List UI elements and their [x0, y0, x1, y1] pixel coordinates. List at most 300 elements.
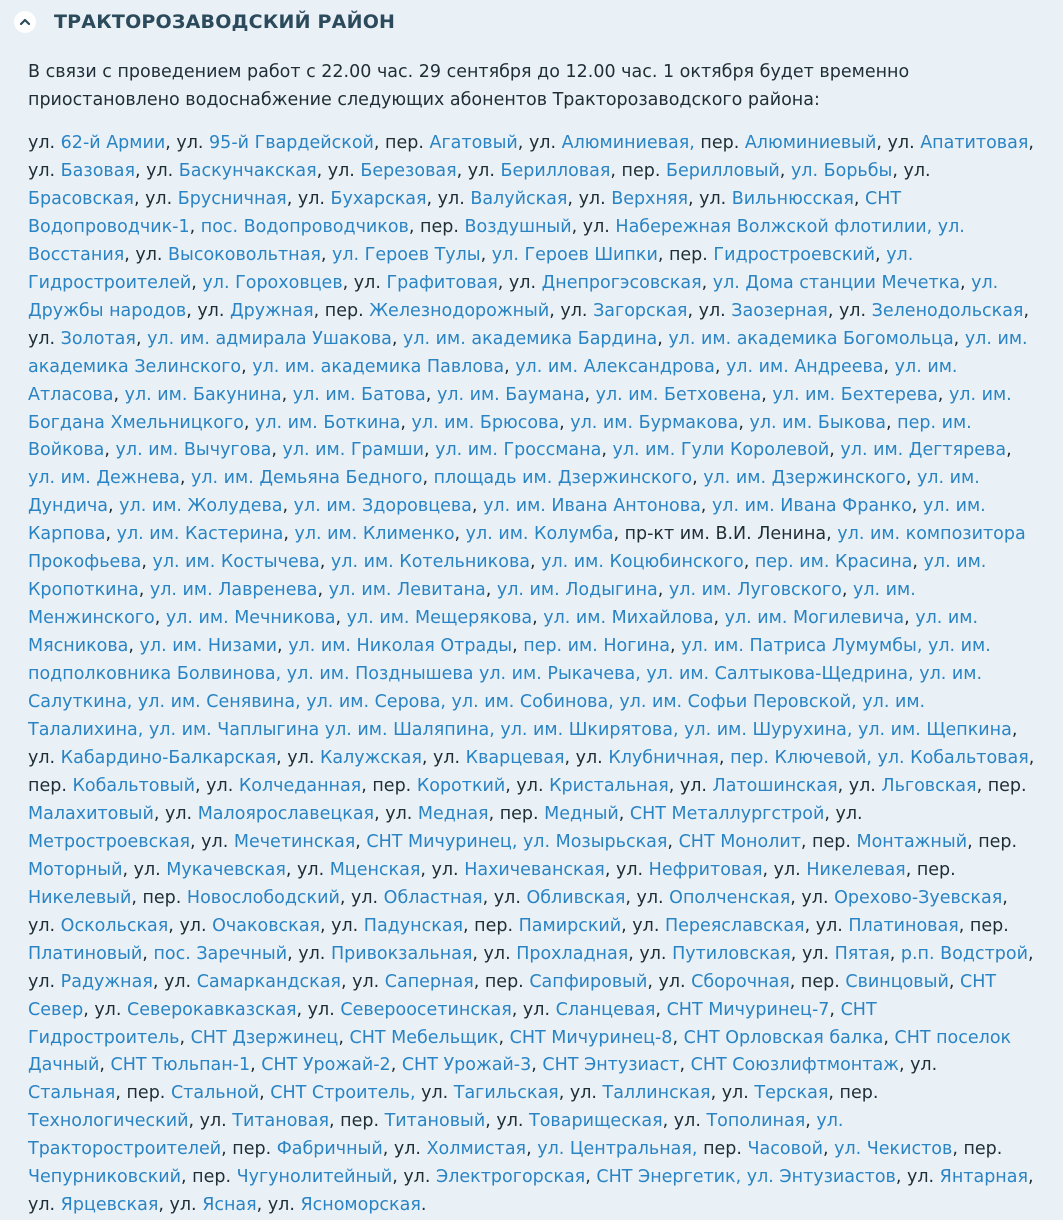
street-link[interactable]: Тополиная	[706, 1111, 806, 1132]
street-link[interactable]: Сланцевая	[555, 999, 656, 1020]
street-separator: ,	[976, 775, 988, 796]
street-link[interactable]: Переяславская	[664, 915, 805, 936]
street-link[interactable]: пос. Заречный	[153, 943, 288, 964]
street-link[interactable]: ул. им. Коцюбинского	[541, 552, 744, 573]
street-link[interactable]: Терская	[754, 1083, 829, 1104]
street-link[interactable]: ул. им. Демьяна Бедного	[190, 468, 423, 489]
street-link[interactable]: ул. Гороховцев	[202, 272, 343, 293]
street-prefix: ул.	[351, 887, 384, 908]
street-link[interactable]: Стальной	[170, 1083, 260, 1104]
street-prefix: ул.	[393, 1139, 427, 1160]
street-link[interactable]: Золотая	[60, 328, 136, 349]
street-link[interactable]: Платиновый	[28, 943, 143, 964]
street-link[interactable]: Платиновая	[848, 915, 959, 936]
street-link[interactable]: Апатитовая	[920, 133, 1029, 153]
street-link[interactable]: Кварцевая	[465, 747, 565, 768]
street-link[interactable]: Клубничная	[608, 747, 719, 768]
street-prefix: пер.	[192, 1167, 237, 1188]
street-link[interactable]: ул. Гидростроителей	[28, 244, 914, 293]
street-prefix: ул.	[164, 971, 197, 992]
street-prefix: ул.	[632, 915, 665, 936]
street-link[interactable]: ул. им. Ивана Антонова	[483, 496, 701, 517]
street-link[interactable]: пер. им. Красина	[754, 552, 913, 573]
street-link[interactable]: СНТ Мичуринец-8	[509, 1027, 673, 1048]
street-separator: ,	[287, 943, 299, 964]
street-separator: ,	[181, 1167, 193, 1188]
street-link[interactable]: Пятая	[834, 943, 890, 964]
street-prefix: ул.	[94, 999, 127, 1020]
street-link[interactable]: ул. им. Бехтерева	[772, 384, 938, 405]
street-separator: ,	[485, 580, 497, 601]
street-link[interactable]: Сборочная	[691, 971, 790, 992]
street-prefix: пер.	[474, 915, 519, 936]
street-separator: ,	[657, 244, 669, 265]
street-link[interactable]: Моторный	[28, 859, 123, 880]
street-link[interactable]: Льговская	[881, 775, 977, 796]
street-separator: ,	[282, 496, 294, 517]
street-link[interactable]: Обливская	[526, 887, 626, 908]
street-link[interactable]: ул. им. Брюсова	[411, 412, 560, 433]
street-link[interactable]: СНТ Строитель,	[270, 1083, 416, 1104]
street-link[interactable]: ул. им. Патриса Лумумбы, ул. им. подполковника Болвинова, ул. им. Позднышева ул. им. Рыкачева, ул. им. Салтыкова-Щедрина, ул. им. Салуткина, ул. им. Сенявина, ул. им. Серова, ул. им. Собинова, ул. им. Софьи Перовской, ул. им. Талалихина, ул. им. Чаплыгина ул. им. Шаляпина, ул. им. Шкирятова, ул. им. Шурухина, ул. им. Щепкина	[28, 636, 1012, 741]
street-link[interactable]: Титановая	[232, 1111, 329, 1132]
street-link[interactable]: Прохладная	[516, 943, 629, 964]
street-link[interactable]: ул. им. Дегтярева	[840, 440, 1007, 461]
street-link[interactable]: ул. им. Боткина	[254, 412, 401, 433]
street-link[interactable]: ул. им. Грамши	[282, 440, 424, 461]
street-link[interactable]: ул. им. Ивана Франко	[711, 496, 912, 517]
street-separator: ,	[472, 943, 484, 964]
street-link[interactable]: Падунская	[363, 915, 464, 936]
street-link[interactable]: Кабардино-Балкарская	[60, 747, 277, 768]
street-link[interactable]: Путиловская	[672, 943, 791, 964]
street-prefix: ул.	[28, 1195, 61, 1216]
street-link[interactable]: ул. им. Жолудева	[119, 496, 283, 517]
street-link[interactable]: Часовой	[747, 1139, 823, 1160]
street-prefix: ул.	[522, 999, 556, 1020]
street-prefix: ул.	[467, 160, 501, 181]
street-separator: ,	[564, 747, 576, 768]
street-separator: ,	[186, 300, 198, 321]
street-separator: ,	[259, 1083, 271, 1104]
street-link[interactable]: Верхняя	[611, 188, 688, 209]
street-link[interactable]: ул. им. Левитана	[328, 580, 486, 601]
street-prefix: ул.	[133, 859, 167, 880]
street-link[interactable]: ул. им. Мечникова	[165, 608, 336, 629]
street-link[interactable]: ул. им. Гроссмана	[435, 440, 602, 461]
street-link[interactable]: СНТ Мичуринец-7	[666, 999, 830, 1020]
street-link[interactable]: 62-й Армии	[60, 133, 166, 153]
street-link[interactable]: ул. им. Дундича	[28, 468, 980, 517]
street-separator: ,	[425, 384, 437, 405]
street-prefix: пер.	[232, 1139, 277, 1160]
street-link[interactable]: Титановый	[384, 1111, 486, 1132]
street-link[interactable]: Областная	[383, 887, 483, 908]
street-separator: ,	[829, 999, 841, 1020]
street-separator: ,	[165, 133, 177, 153]
street-link[interactable]: Таллинская	[602, 1083, 711, 1104]
street-link[interactable]: ул. Дружбы народов	[28, 272, 999, 321]
street-separator: ,	[152, 971, 165, 992]
street-link[interactable]: Зеленодольская	[871, 300, 1024, 321]
street-link[interactable]: ул. им. Бакунина	[124, 384, 282, 405]
street-link[interactable]: Саперная	[384, 971, 474, 992]
street-separator: ,	[108, 496, 120, 517]
street-link[interactable]: Малахитовый	[28, 803, 154, 824]
street-link[interactable]: ул. им. Менжинского	[28, 580, 916, 629]
street-prefix: ул.	[699, 188, 732, 209]
street-link[interactable]: Брусничная	[177, 188, 287, 209]
street-link[interactable]: СНТ Энергетик, ул. Энтузиастов	[596, 1167, 896, 1188]
street-link[interactable]: Берилловый	[665, 160, 780, 181]
street-link[interactable]: Ополченская	[669, 887, 791, 908]
street-link[interactable]: Чугунолитейный	[236, 1167, 393, 1188]
street-link[interactable]: ул. им. Клименко	[294, 524, 455, 545]
street-separator: ,	[426, 188, 438, 209]
street-prefix: пер.	[700, 133, 745, 153]
street-prefix: ул.	[298, 943, 331, 964]
street-link[interactable]: ул. им. Могилевича	[724, 608, 905, 629]
street-link[interactable]: Малоярославецкая	[197, 803, 375, 824]
street-separator: ,	[422, 468, 434, 489]
street-link[interactable]: ул. Героев Тулы	[332, 244, 481, 265]
street-separator: ,	[456, 160, 468, 181]
street-separator: ,	[610, 160, 622, 181]
street-prefix: ул.	[176, 133, 210, 153]
street-link[interactable]: ул. им. Здоровцева	[293, 496, 472, 517]
street-separator: ,	[463, 915, 475, 936]
street-link[interactable]: Тагильская	[453, 1083, 559, 1104]
street-link[interactable]: ул. им. Луговского	[668, 580, 842, 601]
street-separator: ,	[1023, 300, 1030, 321]
street-prefix: ул.	[267, 1195, 301, 1216]
street-link[interactable]: Свинцовый	[845, 971, 949, 992]
street-separator: ,	[959, 272, 972, 293]
street-separator: ,	[250, 1055, 262, 1076]
street-link[interactable]: ул. Чекистов	[834, 1139, 953, 1160]
street-link[interactable]: ул. им. Котельникова	[330, 552, 530, 573]
street-link[interactable]: СНТ Металлургстрой	[629, 803, 825, 824]
street-link[interactable]: ул. им. Кастерина	[116, 524, 284, 545]
street-link[interactable]: СНТ Тюльпан-1	[110, 1055, 251, 1076]
street-prefix: ул.	[903, 160, 931, 181]
street-prefix: ул.	[848, 775, 882, 796]
street-link[interactable]: Бухарская	[330, 188, 427, 209]
accordion-header[interactable]	[0, 0, 1063, 44]
street-link[interactable]: ул. им. Низами	[139, 636, 278, 657]
street-separator: ,	[168, 915, 180, 936]
street-separator: ,	[115, 1083, 127, 1104]
street-link[interactable]: Набережная Волжской флотилии, ул. Восстания	[28, 216, 965, 265]
street-link[interactable]: ул. Дома станции Мечетка	[712, 272, 960, 293]
street-prefix: ул.	[145, 188, 178, 209]
street-link[interactable]: ул. им. Быкова	[749, 412, 886, 433]
street-link[interactable]: Алюминиевый	[744, 133, 877, 153]
street-link[interactable]: СНТ Монолит	[678, 831, 801, 852]
street-separator: ,	[647, 971, 659, 992]
street-prefix: пер.	[987, 775, 1027, 796]
street-link[interactable]: Агатовый	[429, 133, 518, 153]
street-link[interactable]: Нефритовая	[648, 859, 763, 880]
street-link[interactable]: 95-й Гвардейской	[209, 133, 374, 153]
street-link[interactable]: ул. им. Мещерякова	[346, 608, 533, 629]
street-link[interactable]: Вильнюсская	[731, 188, 854, 209]
street-link[interactable]: СНТ Энтузиаст	[542, 1055, 680, 1076]
street-link[interactable]: Метростроевская	[28, 831, 191, 852]
street-link[interactable]: ул. Тракторостроителей	[28, 1111, 844, 1160]
street-link[interactable]: ул. им. композитора Прокофьева	[28, 524, 1026, 573]
street-prefix: ул.	[560, 300, 594, 321]
street-link[interactable]: Заозерная	[731, 300, 828, 321]
street-link[interactable]: площадь им. Дзержинского	[433, 468, 693, 489]
street-link[interactable]: Медная	[417, 803, 489, 824]
street-link[interactable]: Колчеданная	[238, 775, 362, 796]
street-separator: ,	[83, 999, 95, 1020]
street-separator: ,	[824, 803, 836, 824]
street-separator: ,	[1002, 887, 1008, 908]
street-link[interactable]: ул. им. Богдана Хмельницкого	[28, 384, 1012, 433]
street-link[interactable]: ул. им. Лавренева	[149, 580, 318, 601]
street-link[interactable]: Фабричный	[276, 1139, 383, 1160]
street-separator: ,	[142, 943, 154, 964]
street-link[interactable]: Калужская	[319, 747, 422, 768]
street-link[interactable]: Новослободский	[186, 887, 340, 908]
street-link[interactable]: ул. им. Бурмакова	[570, 412, 739, 433]
street-link[interactable]: Сапфировый	[529, 971, 648, 992]
street-separator: ,	[179, 468, 191, 489]
street-link[interactable]: Мукачевская	[166, 859, 286, 880]
street-separator: ,	[883, 1027, 895, 1048]
street-link[interactable]: ул. им. адмирала Ушакова	[147, 328, 392, 349]
street-link[interactable]: р.п. Водстрой	[900, 943, 1028, 964]
street-link[interactable]: ул. им. Александрова	[515, 356, 715, 377]
street-link[interactable]: Нахичеванская	[464, 859, 605, 880]
street-link[interactable]: Памирский	[518, 915, 622, 936]
street-link[interactable]: ул. им. Костычева	[152, 552, 320, 573]
street-link[interactable]: Короткий	[416, 775, 506, 796]
street-separator: ,	[338, 1027, 350, 1048]
street-link[interactable]: Технологический	[28, 1111, 189, 1132]
street-separator: ,	[135, 328, 148, 349]
street-separator: ,	[283, 524, 295, 545]
street-link[interactable]: Привокзальная	[330, 943, 473, 964]
street-link[interactable]: пер. им. Ногина	[523, 636, 670, 657]
street-separator: ,	[559, 412, 571, 433]
street-link[interactable]: Янтарная	[939, 1167, 1028, 1188]
street-link[interactable]: СНТ Гидростроитель	[28, 999, 877, 1048]
street-separator: ,	[601, 440, 613, 461]
street-link[interactable]: Североосетинская	[340, 999, 512, 1020]
street-link[interactable]: Ясная	[202, 1195, 257, 1216]
street-separator: ,	[505, 775, 517, 796]
street-separator: ,	[761, 384, 773, 405]
street-link[interactable]: ул. им. академика Павлова	[252, 356, 505, 377]
street-link[interactable]: Чепурниковский	[28, 1167, 182, 1188]
street-link[interactable]: ул. им. Бетховена	[595, 384, 762, 405]
street-link[interactable]: Валуйская	[470, 188, 568, 209]
street-separator: ,	[789, 971, 801, 992]
street-separator: ,	[498, 1027, 510, 1048]
street-link[interactable]: ул. им. Михайлова	[543, 608, 714, 629]
street-separator: ,	[829, 440, 841, 461]
street-link[interactable]: Воздушный	[464, 216, 572, 237]
street-link[interactable]: ул. им. Батова	[292, 384, 426, 405]
street-link[interactable]: ул. им. Андреева	[725, 356, 884, 377]
street-link[interactable]: Березовая	[360, 160, 457, 181]
street-separator: ,	[790, 887, 802, 908]
street-prefix: ул.	[773, 859, 807, 880]
street-link[interactable]: ул. Центральная,	[537, 1139, 698, 1160]
street-link[interactable]: ул. им. академика Зелинского	[28, 328, 1028, 377]
street-link[interactable]: ул. им. Николая Отрады	[288, 636, 513, 657]
street-link[interactable]: Стальная	[28, 1083, 116, 1104]
street-link[interactable]: ул. им. Карпова	[28, 496, 986, 545]
street-separator: ,	[905, 859, 917, 880]
street-link[interactable]: ул. им. Лодыгина	[496, 580, 658, 601]
street-link[interactable]: Электрогорская	[436, 1167, 586, 1188]
street-link[interactable]: Очаковская	[212, 915, 320, 936]
street-link[interactable]: Оскольская	[60, 915, 169, 936]
street-separator: ,	[512, 636, 524, 657]
street-link[interactable]: СНТ Орловская балка	[683, 1027, 884, 1048]
street-link[interactable]: ул. Героев Шипки	[491, 244, 658, 265]
street-separator: ,	[657, 580, 669, 601]
street-link[interactable]: ул. им. академика Богомольца	[668, 328, 954, 349]
street-link[interactable]: Латошинская	[712, 775, 838, 796]
street-link[interactable]: ул. им. Кропоткина	[28, 552, 987, 601]
street-prefix: пер.	[420, 216, 465, 237]
street-separator: ,	[701, 272, 713, 293]
street-separator: ,	[485, 1111, 497, 1132]
street-separator: ,	[480, 244, 492, 265]
street-link[interactable]: ул. им. Колумба	[465, 524, 614, 545]
street-separator: ,	[530, 552, 542, 573]
street-link[interactable]: Брасовская	[28, 188, 134, 209]
street-link[interactable]: Монтажный	[856, 831, 968, 852]
street-link[interactable]: СНТ Урожай-2	[261, 1055, 391, 1076]
street-separator: ,	[889, 943, 901, 964]
street-link[interactable]: СНТ Мичуринец, ул. Мозырьская	[366, 831, 668, 852]
street-link[interactable]: ул. им. Баумана	[436, 384, 585, 405]
street-prefix: ул.	[28, 133, 61, 153]
street-link[interactable]: ул. им. Атласова	[28, 356, 958, 405]
street-separator: ,	[667, 831, 679, 852]
street-link[interactable]: СНТ Водопроводчик-1	[28, 188, 902, 237]
street-link[interactable]: ул. им. Дзержинского	[703, 468, 906, 489]
street-link[interactable]: СНТ Север	[28, 971, 997, 1020]
street-link[interactable]: ул. Борьбы	[790, 160, 893, 181]
street-link[interactable]: СНТ Союзлифтмонтаж	[690, 1055, 899, 1076]
street-link[interactable]: ул. им. Вычугова	[115, 440, 272, 461]
street-link[interactable]: ул. им. Гули Королевой	[612, 440, 830, 461]
street-link[interactable]: Мценская	[329, 859, 421, 880]
street-separator: ,	[549, 300, 561, 321]
street-link[interactable]: СНТ Дзержинец	[190, 1027, 339, 1048]
street-link[interactable]: СНТ Урожай-3	[401, 1055, 532, 1076]
street-separator: ,	[1028, 1167, 1034, 1188]
street-prefix: ул.	[433, 747, 466, 768]
street-separator: ,	[558, 1083, 570, 1104]
street-link[interactable]: Радужная	[60, 971, 153, 992]
street-separator: ,	[604, 859, 616, 880]
street-link[interactable]: ул. им. Дежнева	[28, 468, 180, 489]
street-link[interactable]: Ярцевская	[60, 1195, 159, 1216]
street-separator: ,	[392, 1167, 404, 1188]
street-link[interactable]: Мечетинская	[233, 831, 356, 852]
street-link[interactable]: Никелевая	[806, 859, 906, 880]
street-link[interactable]: ул. им. академика Бардина	[403, 328, 658, 349]
chevron-up-icon[interactable]	[14, 11, 36, 33]
street-link[interactable]: Орехово-Зуевская	[834, 887, 1003, 908]
street-prefix: ул.	[578, 188, 612, 209]
street-separator: ,	[188, 1111, 200, 1132]
street-separator: ,	[743, 552, 755, 573]
street-prefix: ул.	[297, 188, 331, 209]
street-separator: ,	[679, 1055, 691, 1076]
street-prefix: ул.	[327, 160, 361, 181]
street-link[interactable]: Загорская	[593, 300, 688, 321]
street-link[interactable]: Товарищеская	[529, 1111, 663, 1132]
street-separator: ,	[421, 747, 433, 768]
street-link[interactable]: Гидростроевский	[713, 244, 876, 265]
street-link[interactable]: Высоковольтная	[168, 244, 321, 265]
street-link[interactable]: пер. им. Войкова	[28, 412, 972, 461]
street-link[interactable]: ул. им. Мясникова	[28, 608, 979, 657]
street-separator: ,	[391, 328, 404, 349]
street-separator: ,	[138, 580, 150, 601]
street-link[interactable]: Никелевый	[28, 887, 132, 908]
street-prefix: пер.	[385, 133, 430, 153]
street-link[interactable]: Кристальная	[549, 775, 669, 796]
street-separator: ,	[482, 887, 494, 908]
street-link[interactable]: Ясноморская	[300, 1195, 421, 1216]
street-prefix: ул.	[801, 943, 835, 964]
street-link[interactable]: Берилловая	[500, 160, 611, 181]
street-separator: ,	[454, 524, 466, 545]
street-link[interactable]: пер. Ключевой, ул. Кобальтовая	[730, 747, 1029, 768]
street-separator: ,	[134, 160, 147, 181]
street-separator: ,	[497, 272, 509, 293]
street-separator: ,	[657, 328, 669, 349]
street-separator: ,	[584, 384, 596, 405]
street-prefix: пер.	[963, 1139, 1003, 1160]
street-link[interactable]: СНТ Мебельщик	[349, 1027, 499, 1048]
street-separator: ,	[779, 160, 791, 181]
street-prefix: пер.	[978, 831, 1018, 852]
street-link[interactable]: Баскунчакская	[178, 160, 317, 181]
street-separator: ,	[361, 775, 373, 796]
street-link[interactable]: Железнодорожный	[369, 300, 550, 321]
street-prefix: ул.	[199, 1111, 233, 1132]
street-link[interactable]: Базовая	[60, 160, 135, 181]
street-link[interactable]: Днепрогэсовская	[541, 272, 702, 293]
street-link[interactable]: СНТ поселок Дачный	[28, 1027, 1012, 1076]
street-prefix: пер.	[969, 915, 1009, 936]
street-link[interactable]: Дружная	[230, 300, 314, 321]
street-separator: ,	[828, 1083, 840, 1104]
street-link[interactable]: Кобальтовый	[72, 775, 196, 796]
street-prefix: ул.	[639, 943, 673, 964]
street-link[interactable]: пос. Водопроводчиков	[200, 216, 409, 237]
street-link[interactable]: Медный	[544, 803, 619, 824]
street-link[interactable]: Графитовая	[386, 272, 498, 293]
street-link[interactable]: Самаркандская	[196, 971, 341, 992]
street-link[interactable]: Северокавказская	[127, 999, 297, 1020]
street-link[interactable]: Алюминиевая,	[561, 133, 695, 153]
street-prefix: ул.	[528, 133, 562, 153]
street-prefix: ул.	[493, 887, 527, 908]
street-link[interactable]: Холмистая	[426, 1139, 527, 1160]
